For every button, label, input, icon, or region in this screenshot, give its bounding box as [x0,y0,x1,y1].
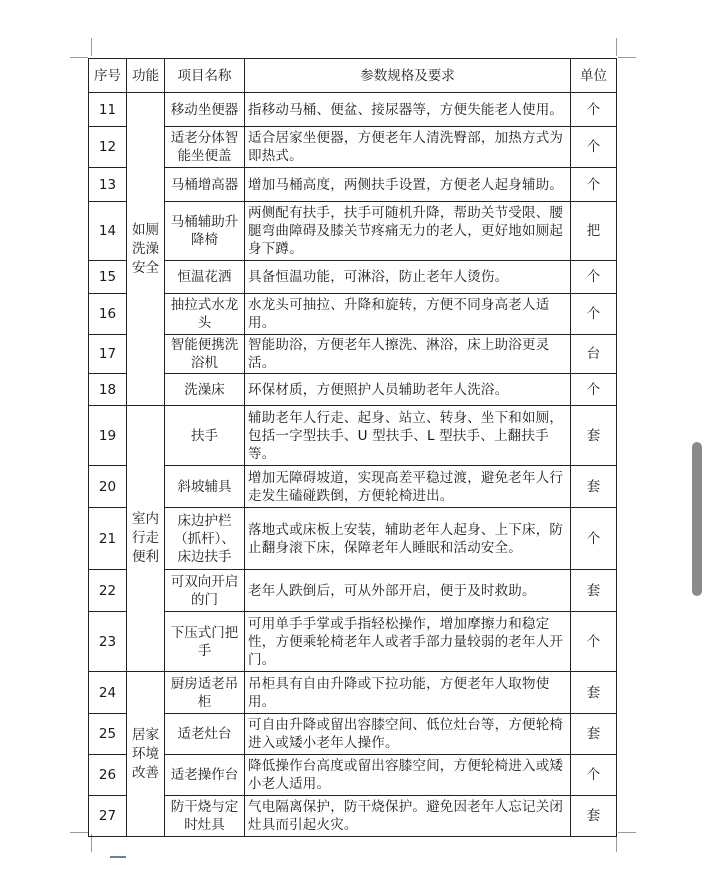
row-unit: 个 [571,127,617,168]
function-group-indoor-walking: 室内行走便利 [127,406,165,672]
crop-mark [91,38,92,56]
table-row [89,294,617,335]
row-no: 11 [89,93,127,127]
crop-mark [70,832,88,833]
crop-mark [616,38,617,56]
row-unit: 个 [571,294,617,335]
row-param: 落地式或床板上安装，辅助老年人起身、上下床，防止翻身滚下床，保障老年人睡眠和活动安全。 [245,508,571,570]
row-name: 适老操作台 [165,755,245,796]
page-bottom-mark [110,856,126,858]
row-param: 辅助老年人行走、起身、站立、转身、坐下和如厕，包括一字型扶手、U 型扶手、L 型扶手、上翻扶手等。 [245,406,571,466]
vertical-scrollbar-thumb[interactable] [692,442,702,596]
row-unit: 个 [571,755,617,796]
row-param: 增加马桶高度，两侧扶手设置，方便老人起身辅助。 [245,168,571,202]
row-name: 洗澡床 [165,374,245,406]
crop-mark [618,832,636,833]
row-unit: 套 [571,796,617,837]
row-name: 扶手 [165,406,245,466]
row-name: 床边护栏（抓杆）、床边扶手 [165,508,245,570]
row-param: 老年人跌倒后，可从外部开启，便于及时救助。 [245,570,571,612]
table-row [89,612,617,672]
table-row [89,755,617,796]
row-name: 防干烧与定时灶具 [165,796,245,837]
row-param: 水龙头可抽拉、升降和旋转，方便不同身高老人适用。 [245,294,571,335]
row-name: 马桶增高器 [165,168,245,202]
header-seq: 序号 [89,59,127,93]
row-no: 14 [89,202,127,261]
header-param: 参数规格及要求 [245,59,571,93]
row-no: 25 [89,714,127,755]
row-param: 吊柜具有自由升降或下拉功能，方便老年人取物使用。 [245,672,571,714]
row-param: 具备恒温功能，可淋浴，防止老年人烫伤。 [245,261,571,294]
row-unit: 把 [571,202,617,261]
table-row [89,168,617,202]
row-param: 两侧配有扶手，扶手可随机升降，帮助关节受限、腰腿弯曲障碍及膝关节疼痛无力的老人，更好地如厕起身下蹲。 [245,202,571,261]
row-no: 21 [89,508,127,570]
row-unit: 个 [571,508,617,570]
row-name: 移动坐便器 [165,93,245,127]
row-unit: 台 [571,335,617,374]
row-unit: 个 [571,261,617,294]
row-param: 适合居家坐便器，方便老年人清洗臀部，加热方式为即热式。 [245,127,571,168]
row-name: 可双向开启的门 [165,570,245,612]
row-name: 恒温花洒 [165,261,245,294]
row-name: 抽拉式水龙头 [165,294,245,335]
row-param: 智能助浴，方便老年人擦洗、淋浴，床上助浴更灵活。 [245,335,571,374]
table-row [89,796,617,837]
row-no: 12 [89,127,127,168]
table-row [89,202,617,261]
row-name: 适老灶台 [165,714,245,755]
table-header-row [89,59,617,93]
row-name: 马桶辅助升降椅 [165,202,245,261]
row-unit: 套 [571,570,617,612]
row-no: 22 [89,570,127,612]
table-row [89,374,617,406]
row-name: 适老分体智能坐便盖 [165,127,245,168]
header-func: 功能 [127,59,165,93]
function-group-toilet-bath: 如厕洗澡安全 [127,93,165,406]
row-no: 15 [89,261,127,294]
row-name: 厨房适老吊柜 [165,672,245,714]
row-no: 23 [89,612,127,672]
row-unit: 个 [571,168,617,202]
row-no: 27 [89,796,127,837]
row-no: 24 [89,672,127,714]
row-no: 16 [89,294,127,335]
header-unit: 单位 [571,59,617,93]
row-unit: 套 [571,714,617,755]
row-param: 环保材质，方便照护人员辅助老年人洗浴。 [245,374,571,406]
row-name: 斜坡辅具 [165,466,245,508]
row-unit: 个 [571,374,617,406]
table-row [89,127,617,168]
row-no: 18 [89,374,127,406]
row-param: 降低操作台高度或留出容膝空间，方便轮椅进入或矮小老人适用。 [245,755,571,796]
table-row [89,570,617,612]
row-param: 可自由升降或留出容膝空间、低位灶台等，方便轮椅进入或矮小老年人操作。 [245,714,571,755]
row-param: 气电隔离保护，防干烧保护。避免因老年人忘记关闭灶具而引起火灾。 [245,796,571,837]
row-unit: 个 [571,93,617,127]
row-param: 增加无障碍坡道，实现高差平稳过渡，避免老年人行走发生磕碰跌倒，方便轮椅进出。 [245,466,571,508]
row-no: 26 [89,755,127,796]
row-unit: 套 [571,672,617,714]
row-unit: 套 [571,466,617,508]
row-name: 下压式门把手 [165,612,245,672]
table-row [89,714,617,755]
header-name: 项目名称 [165,59,245,93]
table-row [89,93,617,127]
row-unit: 套 [571,406,617,466]
table-row [89,672,617,714]
row-no: 20 [89,466,127,508]
crop-mark [70,57,88,58]
row-no: 17 [89,335,127,374]
equipment-table [88,58,617,837]
row-param: 可用单手手掌或手指轻松操作，增加摩擦力和稳定性，方便乘轮椅老年人或者手部力量较弱的老年人开门。 [245,612,571,672]
table-row [89,466,617,508]
row-unit: 个 [571,612,617,672]
row-name: 智能便携洗浴机 [165,335,245,374]
crop-mark [618,57,636,58]
row-param: 指移动马桶、便盆、接尿器等，方便失能老人使用。 [245,93,571,127]
function-group-home-environment: 居家环境改善 [127,672,165,837]
table-row [89,508,617,570]
table-row [89,261,617,294]
row-no: 13 [89,168,127,202]
table-row [89,335,617,374]
row-no: 19 [89,406,127,466]
table-row [89,406,617,466]
